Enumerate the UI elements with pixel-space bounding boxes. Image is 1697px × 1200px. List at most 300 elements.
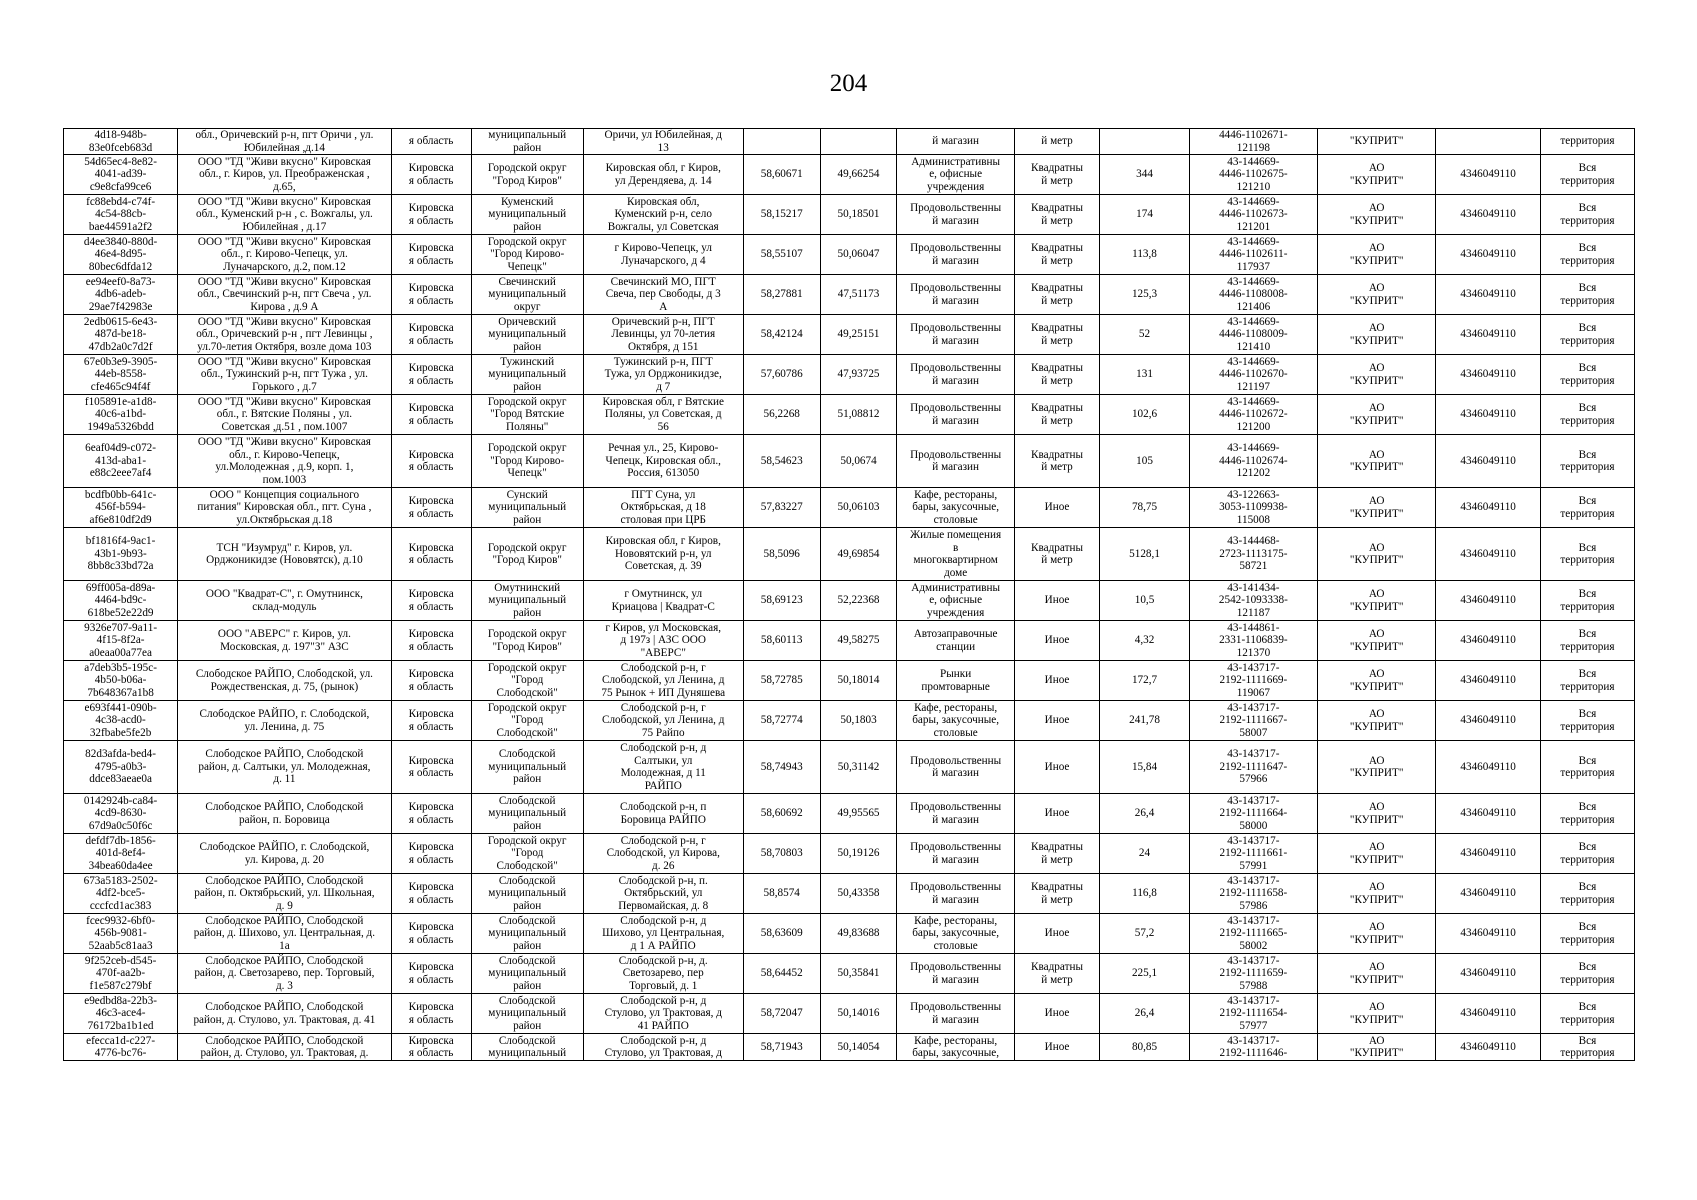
cell-unit: Иное <box>1014 914 1099 954</box>
cell-region: Кировска я область <box>391 195 471 235</box>
cell-record-id: 0142924b-ca84- 4cd9-8630- 67d9a0c50f6c <box>64 794 178 834</box>
cell-record-id: 9326e707-9a11- 4f15-8f2a- a0eaa00a77ea <box>64 621 178 661</box>
cell-amount: 102,6 <box>1100 395 1190 435</box>
cell-territory: Вся территория <box>1540 701 1634 741</box>
table-row <box>64 834 1635 874</box>
cell-object-category: Продовольственны й магазин <box>897 275 1014 315</box>
cell-territory: Вся территория <box>1540 954 1634 994</box>
cell-territory: Вся территория <box>1540 395 1634 435</box>
cell-territory: Вся территория <box>1540 1034 1634 1061</box>
cell-longitude: 52,22368 <box>820 581 897 621</box>
cell-object-category: Жилые помещения в многоквартирном доме <box>897 528 1014 581</box>
cell-contract-number: 43-143717- 2192-1111669- 119067 <box>1189 661 1317 701</box>
cell-unit: Иное <box>1014 794 1099 834</box>
cell-contract-number: 43-143717- 2192-1111647- 57966 <box>1189 741 1317 794</box>
table-row <box>64 275 1635 315</box>
cell-record-id: fc88ebd4-c74f- 4c54-88cb- bae44591a2f2 <box>64 195 178 235</box>
cell-geo-address: Кировская обл, г Киров, Нововятский р-н, ул Советская, д. 39 <box>583 528 743 581</box>
cell-geo-address: Свечинский МО, ПГТ Свеча, пер Свободы, д 3 А <box>583 275 743 315</box>
cell-operator: АО "КУПРИТ" <box>1317 994 1435 1034</box>
cell-territory: Вся территория <box>1540 488 1634 528</box>
cell-geo-address: Тужинский р-н, ПГТ Тужа, ул Орджоникидзе, д 7 <box>583 355 743 395</box>
cell-contract-number: 43-144669- 4446-1102672- 121200 <box>1189 395 1317 435</box>
cell-contract-number: 43-141434- 2542-1093338- 121187 <box>1189 581 1317 621</box>
cell-latitude: 58,72047 <box>743 994 820 1034</box>
cell-municipality: Слободской муниципальный район <box>471 954 583 994</box>
cell-organization-address: Слободское РАЙПО, Слободской, ул. Рождественская, д. 75, (рынок) <box>178 661 391 701</box>
cell-territory: Вся территория <box>1540 195 1634 235</box>
cell-geo-address: Слободской р-н, п Боровица РАЙПО <box>583 794 743 834</box>
table-row <box>64 701 1635 741</box>
cell-record-id: 69ff005a-d89a- 4464-bd9c- 618be52e22d9 <box>64 581 178 621</box>
cell-territory: Вся территория <box>1540 661 1634 701</box>
cell-unit: Квадратны й метр <box>1014 315 1099 355</box>
cell-organization-address: ООО " Концепция социального питания" Кировская обл., пгт. Суна , ул.Октябрьская д.18 <box>178 488 391 528</box>
cell-contract-number: 4446-1102671- 121198 <box>1189 129 1317 155</box>
cell-municipality: Омутнинский муниципальный район <box>471 581 583 621</box>
cell-municipality: Куменский муниципальный район <box>471 195 583 235</box>
cell-municipality: Городской округ "Город Киров" <box>471 155 583 195</box>
cell-latitude: 58,15217 <box>743 195 820 235</box>
table-row <box>64 741 1635 794</box>
cell-operator: АО "КУПРИТ" <box>1317 914 1435 954</box>
cell-operator: АО "КУПРИТ" <box>1317 874 1435 914</box>
cell-municipality: Городской округ "Город Вятские Поляны" <box>471 395 583 435</box>
cell-object-category: Продовольственны й магазин <box>897 355 1014 395</box>
cell-record-id: 67e0b3e9-3905- 44eb-8558- cfe465c94f4f <box>64 355 178 395</box>
cell-latitude: 58,72774 <box>743 701 820 741</box>
cell-operator-inn: 4346049110 <box>1436 528 1541 581</box>
registry-table <box>63 128 1635 1061</box>
cell-municipality: Слободской муниципальный район <box>471 741 583 794</box>
cell-territory: Вся территория <box>1540 315 1634 355</box>
cell-operator-inn: 4346049110 <box>1436 661 1541 701</box>
cell-unit: Иное <box>1014 741 1099 794</box>
cell-organization-address: Слободское РАЙПО, г. Слободской, ул. Ленина, д. 75 <box>178 701 391 741</box>
cell-longitude: 50,06047 <box>820 235 897 275</box>
cell-object-category: Продовольственны й магазин <box>897 954 1014 994</box>
cell-municipality: Городской округ "Город Кирово- Чепецк" <box>471 235 583 275</box>
cell-record-id: ee94eef0-8a73- 4db6-adeb- 29ae7f42983e <box>64 275 178 315</box>
cell-organization-address: Слободское РАЙПО, Слободской район, д. Светозарево, пер. Торговый, д. 3 <box>178 954 391 994</box>
table-row <box>64 528 1635 581</box>
table-row <box>64 994 1635 1034</box>
cell-contract-number: 43-144468- 2723-1113175- 58721 <box>1189 528 1317 581</box>
cell-geo-address: Кировская обл, Куменский р-н, село Вожгалы, ул Советская <box>583 195 743 235</box>
cell-operator-inn: 4346049110 <box>1436 834 1541 874</box>
cell-organization-address: ООО "ТД "Живи вкусно" Кировская обл., Свечинский р-н, пгт Свеча , ул. Кирова , д.9 А <box>178 275 391 315</box>
table-row <box>64 235 1635 275</box>
cell-operator: АО "КУПРИТ" <box>1317 155 1435 195</box>
cell-operator-inn: 4346049110 <box>1436 741 1541 794</box>
cell-record-id: e693f441-090b- 4c38-acd0- 32fbabe5fe2b <box>64 701 178 741</box>
cell-latitude: 58,64452 <box>743 954 820 994</box>
table-row <box>64 435 1635 488</box>
cell-latitude: 58,69123 <box>743 581 820 621</box>
cell-record-id: bf1816f4-9ac1- 43b1-9b93- 8bb8c33bd72a <box>64 528 178 581</box>
cell-contract-number: 43-144669- 4446-1102675- 121210 <box>1189 155 1317 195</box>
cell-object-category: Продовольственны й магазин <box>897 794 1014 834</box>
cell-municipality: Городской округ "Город Кирово- Чепецк" <box>471 435 583 488</box>
cell-unit: Квадратны й метр <box>1014 155 1099 195</box>
cell-organization-address: Слободское РАЙПО, г. Слободской, ул. Кирова, д. 20 <box>178 834 391 874</box>
cell-object-category: Продовольственны й магазин <box>897 395 1014 435</box>
cell-region: Кировска я область <box>391 315 471 355</box>
cell-longitude: 50,31142 <box>820 741 897 794</box>
cell-amount: 116,8 <box>1100 874 1190 914</box>
cell-object-category: Автозаправочные станции <box>897 621 1014 661</box>
cell-region: Кировска я область <box>391 155 471 195</box>
cell-operator-inn: 4346049110 <box>1436 621 1541 661</box>
cell-organization-address: ООО "Квадрат-С", г. Омутнинск, склад-модуль <box>178 581 391 621</box>
cell-latitude: 56,2268 <box>743 395 820 435</box>
cell-operator: АО "КУПРИТ" <box>1317 581 1435 621</box>
cell-latitude <box>743 129 820 155</box>
cell-amount: 131 <box>1100 355 1190 395</box>
cell-organization-address: ТСН "Изумруд" г. Киров, ул. Орджоникидзе (Нововятск), д.10 <box>178 528 391 581</box>
cell-unit: Иное <box>1014 701 1099 741</box>
cell-region: Кировска я область <box>391 581 471 621</box>
cell-object-category: Рынки промтоварные <box>897 661 1014 701</box>
cell-operator: АО "КУПРИТ" <box>1317 834 1435 874</box>
cell-longitude: 50,14054 <box>820 1034 897 1061</box>
cell-longitude: 49,58275 <box>820 621 897 661</box>
cell-record-id: 9f252ceb-d545- 470f-aa2b- f1e587c279bf <box>64 954 178 994</box>
cell-operator: АО "КУПРИТ" <box>1317 355 1435 395</box>
cell-amount: 241,78 <box>1100 701 1190 741</box>
table-row <box>64 621 1635 661</box>
cell-operator-inn: 4346049110 <box>1436 275 1541 315</box>
cell-amount: 225,1 <box>1100 954 1190 994</box>
table-row <box>64 195 1635 235</box>
cell-longitude: 50,18501 <box>820 195 897 235</box>
cell-territory: Вся территория <box>1540 235 1634 275</box>
cell-amount: 26,4 <box>1100 994 1190 1034</box>
cell-latitude: 57,83227 <box>743 488 820 528</box>
cell-contract-number: 43-144669- 4446-1108009- 121410 <box>1189 315 1317 355</box>
cell-operator-inn: 4346049110 <box>1436 435 1541 488</box>
cell-geo-address: Оричевский р-н, ПГТ Левинцы, ул 70-летия Октября, д 151 <box>583 315 743 355</box>
cell-region: Кировска я область <box>391 994 471 1034</box>
cell-operator-inn: 4346049110 <box>1436 195 1541 235</box>
cell-operator: АО "КУПРИТ" <box>1317 235 1435 275</box>
cell-amount: 24 <box>1100 834 1190 874</box>
cell-operator: "КУПРИТ" <box>1317 129 1435 155</box>
cell-object-category: Кафе, рестораны, бары, закусочные, столовые <box>897 701 1014 741</box>
cell-amount: 10,5 <box>1100 581 1190 621</box>
cell-region: Кировска я область <box>391 741 471 794</box>
cell-amount: 105 <box>1100 435 1190 488</box>
cell-territory: Вся территория <box>1540 155 1634 195</box>
cell-latitude: 58,60671 <box>743 155 820 195</box>
cell-unit: Квадратны й метр <box>1014 954 1099 994</box>
cell-operator-inn: 4346049110 <box>1436 874 1541 914</box>
cell-organization-address: ООО "ТД "Живи вкусно" Кировская обл., г. Вятские Поляны , ул. Советская ,д.51 , пом.1007 <box>178 395 391 435</box>
cell-region: Кировска я область <box>391 834 471 874</box>
cell-geo-address: Слободской р-н, д Стулово, ул Трактовая, д 41 РАЙПО <box>583 994 743 1034</box>
cell-record-id: 673a5183-2502- 4df2-bce5- cccfcd1ac383 <box>64 874 178 914</box>
cell-operator: АО "КУПРИТ" <box>1317 275 1435 315</box>
cell-territory: Вся территория <box>1540 621 1634 661</box>
cell-record-id: 6eaf04d9-c072- 413d-aba1- e88c2eee7af4 <box>64 435 178 488</box>
cell-municipality: Городской округ "Город Слободской" <box>471 834 583 874</box>
cell-territory: Вся территория <box>1540 435 1634 488</box>
cell-municipality: Слободской муниципальный район <box>471 994 583 1034</box>
cell-geo-address: ПГТ Суна, ул Октябрьская, д 18 столовая при ЦРБ <box>583 488 743 528</box>
cell-territory: Вся территория <box>1540 874 1634 914</box>
cell-contract-number: 43-143717- 2192-1111659- 57988 <box>1189 954 1317 994</box>
cell-unit: Иное <box>1014 994 1099 1034</box>
cell-region: Кировска я область <box>391 355 471 395</box>
cell-organization-address: ООО "ТД "Живи вкусно" Кировская обл., г. Кирово-Чепецк, ул.Молодежная , д.9, корп. 1, пом.1003 <box>178 435 391 488</box>
cell-organization-address: Слободское РАЙПО, Слободской район, п. Октябрьский, ул. Школьная, д. 9 <box>178 874 391 914</box>
cell-object-category: й магазин <box>897 129 1014 155</box>
cell-territory: Вся территория <box>1540 834 1634 874</box>
cell-unit: Квадратны й метр <box>1014 355 1099 395</box>
table-row <box>64 661 1635 701</box>
cell-latitude: 58,60113 <box>743 621 820 661</box>
cell-object-category: Продовольственны й магазин <box>897 834 1014 874</box>
cell-latitude: 58,5096 <box>743 528 820 581</box>
table-row <box>64 155 1635 195</box>
cell-longitude: 50,35841 <box>820 954 897 994</box>
table-row <box>64 395 1635 435</box>
table-row <box>64 794 1635 834</box>
cell-object-category: Продовольственны й магазин <box>897 435 1014 488</box>
cell-geo-address: Слободской р-н, д Шихово, ул Центральная, д 1 А РАЙПО <box>583 914 743 954</box>
cell-region: Кировска я область <box>391 914 471 954</box>
cell-municipality: Слободской муниципальный район <box>471 914 583 954</box>
cell-longitude: 50,14016 <box>820 994 897 1034</box>
cell-operator-inn: 4346049110 <box>1436 355 1541 395</box>
cell-object-category: Продовольственны й магазин <box>897 195 1014 235</box>
cell-unit: Квадратны й метр <box>1014 235 1099 275</box>
cell-geo-address: Кировская обл, г Вятские Поляны, ул Советская, д 56 <box>583 395 743 435</box>
cell-contract-number: 43-144669- 4446-1108008- 121406 <box>1189 275 1317 315</box>
cell-municipality: Сунский муниципальный район <box>471 488 583 528</box>
cell-contract-number: 43-143717- 2192-1111667- 58007 <box>1189 701 1317 741</box>
cell-municipality: Городской округ "Город Слободской" <box>471 701 583 741</box>
table-row <box>64 874 1635 914</box>
cell-region: Кировска я область <box>391 235 471 275</box>
cell-region: Кировска я область <box>391 701 471 741</box>
cell-amount: 344 <box>1100 155 1190 195</box>
cell-amount: 125,3 <box>1100 275 1190 315</box>
cell-organization-address: ООО "ТД "Живи вкусно" Кировская обл., Оричевский р-н , пгт Левинцы , ул.70-летия Октября, возле дома 103 <box>178 315 391 355</box>
cell-contract-number: 43-144669- 4446-1102673- 121201 <box>1189 195 1317 235</box>
cell-longitude: 50,43358 <box>820 874 897 914</box>
cell-operator: АО "КУПРИТ" <box>1317 488 1435 528</box>
cell-longitude: 47,51173 <box>820 275 897 315</box>
cell-latitude: 58,42124 <box>743 315 820 355</box>
cell-longitude: 49,25151 <box>820 315 897 355</box>
cell-unit: Квадратны й метр <box>1014 834 1099 874</box>
cell-operator: АО "КУПРИТ" <box>1317 435 1435 488</box>
cell-municipality: Тужинский муниципальный район <box>471 355 583 395</box>
cell-record-id: e9edbd8a-22b3- 46c3-ace4- 76172ba1b1ed <box>64 994 178 1034</box>
cell-record-id: 2edb0615-6e43- 487d-be18- 47db2a0c7d2f <box>64 315 178 355</box>
cell-latitude: 58,71943 <box>743 1034 820 1061</box>
cell-operator-inn: 4346049110 <box>1436 794 1541 834</box>
cell-organization-address: ООО "ТД "Живи вкусно" Кировская обл., г. Киров, ул. Преображенская , д.65, <box>178 155 391 195</box>
cell-latitude: 58,60692 <box>743 794 820 834</box>
cell-region: Кировска я область <box>391 528 471 581</box>
cell-region: Кировска я область <box>391 794 471 834</box>
cell-latitude: 58,63609 <box>743 914 820 954</box>
cell-unit: Квадратны й метр <box>1014 395 1099 435</box>
cell-geo-address: Кировская обл, г Киров, ул Дерендяева, д. 14 <box>583 155 743 195</box>
cell-unit: Иное <box>1014 581 1099 621</box>
cell-record-id: f105891e-a1d8- 40c6-a1bd- 1949a5326bdd <box>64 395 178 435</box>
cell-contract-number: 43-144669- 4446-1102674- 121202 <box>1189 435 1317 488</box>
cell-operator: АО "КУПРИТ" <box>1317 794 1435 834</box>
cell-longitude: 50,19126 <box>820 834 897 874</box>
cell-geo-address: Слободской р-н, д Стулово, ул Трактовая, д <box>583 1034 743 1061</box>
cell-amount: 52 <box>1100 315 1190 355</box>
cell-contract-number: 43-143717- 2192-1111658- 57986 <box>1189 874 1317 914</box>
cell-geo-address: г Киров, ул Московская, д 197з | АЗС ООО "АВЕРС" <box>583 621 743 661</box>
cell-municipality: Городской округ "Город Слободской" <box>471 661 583 701</box>
cell-amount: 57,2 <box>1100 914 1190 954</box>
cell-organization-address: Слободское РАЙПО, Слободской район, д. Стулово, ул. Трактовая, д. 41 <box>178 994 391 1034</box>
cell-unit: Квадратны й метр <box>1014 195 1099 235</box>
cell-unit: й метр <box>1014 129 1099 155</box>
cell-object-category: Продовольственны й магазин <box>897 874 1014 914</box>
cell-amount: 26,4 <box>1100 794 1190 834</box>
cell-object-category: Продовольственны й магазин <box>897 235 1014 275</box>
cell-territory: Вся территория <box>1540 994 1634 1034</box>
cell-organization-address: Слободское РАЙПО, Слободской район, д. Салтыки, ул. Молодежная, д. 11 <box>178 741 391 794</box>
cell-longitude: 49,95565 <box>820 794 897 834</box>
cell-operator-inn: 4346049110 <box>1436 235 1541 275</box>
page-number: 204 <box>829 70 868 97</box>
cell-operator-inn: 4346049110 <box>1436 1034 1541 1061</box>
cell-operator: АО "КУПРИТ" <box>1317 395 1435 435</box>
cell-territory: Вся территория <box>1540 581 1634 621</box>
cell-amount: 5128,1 <box>1100 528 1190 581</box>
cell-operator-inn: 4346049110 <box>1436 395 1541 435</box>
cell-territory: Вся территория <box>1540 275 1634 315</box>
table-row <box>64 954 1635 994</box>
cell-municipality: Оричевский муниципальный район <box>471 315 583 355</box>
cell-operator-inn: 4346049110 <box>1436 994 1541 1034</box>
cell-operator-inn: 4346049110 <box>1436 488 1541 528</box>
cell-amount: 15,84 <box>1100 741 1190 794</box>
cell-territory: Вся территория <box>1540 914 1634 954</box>
cell-longitude: 47,93725 <box>820 355 897 395</box>
cell-object-category: Кафе, рестораны, бары, закусочные, столовые <box>897 488 1014 528</box>
cell-contract-number: 43-144669- 4446-1102670- 121197 <box>1189 355 1317 395</box>
cell-longitude: 50,06103 <box>820 488 897 528</box>
cell-record-id: bcdfb0bb-641c- 456f-b594- af6e810df2d9 <box>64 488 178 528</box>
cell-record-id: efecca1d-c227- 4776-bc76- <box>64 1034 178 1061</box>
cell-latitude: 58,54623 <box>743 435 820 488</box>
cell-territory: Вся территория <box>1540 741 1634 794</box>
cell-municipality: Слободской муниципальный район <box>471 874 583 914</box>
cell-territory: территория <box>1540 129 1634 155</box>
cell-region: Кировска я область <box>391 874 471 914</box>
cell-operator: АО "КУПРИТ" <box>1317 954 1435 994</box>
cell-contract-number: 43-143717- 2192-1111661- 57991 <box>1189 834 1317 874</box>
cell-geo-address: Слободской р-н, п. Октябрьский, ул Первомайская, д. 8 <box>583 874 743 914</box>
cell-amount <box>1100 129 1190 155</box>
cell-unit: Иное <box>1014 488 1099 528</box>
cell-operator: АО "КУПРИТ" <box>1317 528 1435 581</box>
cell-municipality: Свечинский муниципальный округ <box>471 275 583 315</box>
cell-record-id: 4d18-948b- 83e0fceb683d <box>64 129 178 155</box>
cell-organization-address: Слободское РАЙПО, Слободской район, д. Шихово, ул. Центральная, д. 1а <box>178 914 391 954</box>
cell-amount: 174 <box>1100 195 1190 235</box>
cell-region: Кировска я область <box>391 621 471 661</box>
cell-operator: АО "КУПРИТ" <box>1317 741 1435 794</box>
cell-territory: Вся территория <box>1540 794 1634 834</box>
cell-longitude: 49,83688 <box>820 914 897 954</box>
cell-object-category: Кафе, рестораны, бары, закусочные, <box>897 1034 1014 1061</box>
cell-region: Кировска я область <box>391 954 471 994</box>
cell-municipality: Слободской муниципальный <box>471 1034 583 1061</box>
cell-geo-address: Слободской р-н, д. Светозарево, пер Торговый, д. 1 <box>583 954 743 994</box>
cell-operator-inn: 4346049110 <box>1436 914 1541 954</box>
cell-object-category: Продовольственны й магазин <box>897 741 1014 794</box>
cell-amount: 78,75 <box>1100 488 1190 528</box>
cell-organization-address: ООО "ТД "Живи вкусно" Кировская обл., Куменский р-н , с. Вожгалы, ул. Юбилейная , д.17 <box>178 195 391 235</box>
cell-operator-inn: 4346049110 <box>1436 701 1541 741</box>
cell-organization-address: ООО "ТД "Живи вкусно" Кировская обл., г. Кирово-Чепецк, ул. Луначарского, д.2, пом.12 <box>178 235 391 275</box>
cell-contract-number: 43-143717- 2192-1111664- 58000 <box>1189 794 1317 834</box>
table-row <box>64 315 1635 355</box>
cell-region: Кировска я область <box>391 275 471 315</box>
cell-unit: Иное <box>1014 621 1099 661</box>
cell-record-id: d4ee3840-880d- 46e4-8d95- 80bec6dfda12 <box>64 235 178 275</box>
cell-latitude: 58,55107 <box>743 235 820 275</box>
cell-territory: Вся территория <box>1540 355 1634 395</box>
table-row <box>64 129 1635 155</box>
cell-operator: АО "КУПРИТ" <box>1317 315 1435 355</box>
cell-region: Кировска я область <box>391 395 471 435</box>
cell-latitude: 58,72785 <box>743 661 820 701</box>
cell-organization-address: Слободское РАЙПО, Слободской район, п. Боровица <box>178 794 391 834</box>
cell-geo-address: Речная ул., 25, Кирово- Чепецк, Кировская обл., Россия, 613050 <box>583 435 743 488</box>
cell-unit: Квадратны й метр <box>1014 528 1099 581</box>
cell-object-category: Административны е, офисные учреждения <box>897 155 1014 195</box>
cell-record-id: 82d3afda-bed4- 4795-a0b3- ddce83aeae0a <box>64 741 178 794</box>
cell-geo-address: г Омутнинск, ул Криацова | Квадрат-С <box>583 581 743 621</box>
cell-longitude: 51,08812 <box>820 395 897 435</box>
cell-longitude: 50,18014 <box>820 661 897 701</box>
cell-region: Кировска я область <box>391 1034 471 1061</box>
cell-longitude: 50,1803 <box>820 701 897 741</box>
cell-unit: Иное <box>1014 661 1099 701</box>
cell-operator: АО "КУПРИТ" <box>1317 1034 1435 1061</box>
cell-unit: Квадратны й метр <box>1014 275 1099 315</box>
cell-contract-number: 43-143717- 2192-1111665- 58002 <box>1189 914 1317 954</box>
cell-municipality: муниципальный район <box>471 129 583 155</box>
cell-latitude: 57,60786 <box>743 355 820 395</box>
cell-record-id: 54d65ec4-8e82- 4041-ad39- c9e8cfa99ce6 <box>64 155 178 195</box>
cell-latitude: 58,70803 <box>743 834 820 874</box>
cell-latitude: 58,8574 <box>743 874 820 914</box>
cell-operator: АО "КУПРИТ" <box>1317 195 1435 235</box>
cell-record-id: a7deb3b5-195c- 4b50-b06a- 7b648367a1b8 <box>64 661 178 701</box>
cell-region: я область <box>391 129 471 155</box>
cell-amount: 172,7 <box>1100 661 1190 701</box>
cell-operator-inn: 4346049110 <box>1436 155 1541 195</box>
table-row <box>64 581 1635 621</box>
cell-contract-number: 43-144669- 4446-1102611- 117937 <box>1189 235 1317 275</box>
cell-geo-address: Слободской р-н, г Слободской, ул Ленина, д 75 Райпо <box>583 701 743 741</box>
cell-municipality: Слободской муниципальный район <box>471 794 583 834</box>
cell-operator-inn: 4346049110 <box>1436 954 1541 994</box>
